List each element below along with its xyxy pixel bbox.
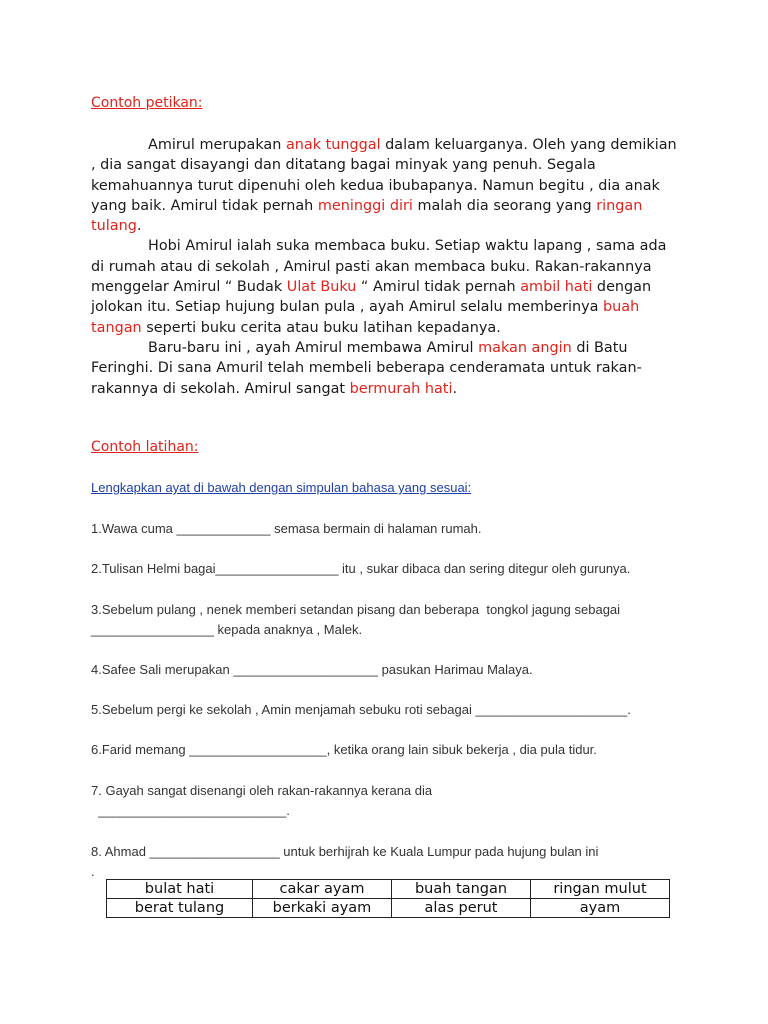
question-4: 4.Safee Sali merupakan ____________________ pasukan Harimau Malaya. [91, 662, 533, 677]
question-6: 6.Farid memang ___________________, ketika orang lain sibuk bekerja , dia pula tidur. [91, 742, 597, 757]
passage-paragraph-2 [91, 236, 681, 337]
passage-text: dalam keluarganya. Oleh yang demikian , dia sangat disayangi dan ditatang bagai minyak yang penuh. Segala kemahuannya turut dipenuhi oleh kedua ibubapanya. Namun begitu , dia anak yang baik. Amirul tidak pernah [91, 137, 677, 214]
highlighted-idiom: ringan tulang [91, 197, 643, 235]
passage-text: . [452, 380, 458, 397]
table-cell: berkaki ayam [253, 899, 392, 918]
question-8: 8. Ahmad __________________ untuk berhijrah ke Kuala Lumpur pada hujung bulan ini . [91, 844, 599, 879]
passage-text: Amirul merupakan [148, 137, 286, 153]
table-cell: alas perut [392, 899, 531, 918]
heading-example-passage: Contoh petikan: [91, 95, 203, 111]
table-cell: ayam [531, 899, 670, 918]
exercise-instruction: Lengkapkan ayat di bawah dengan simpulan bahasa yang sesuai: [91, 480, 472, 495]
table-cell: cakar ayam [253, 880, 392, 899]
question-3: 3.Sebelum pulang , nenek memberi setandan pisang dan beberapa tongkol jagung sebagai _________________ kepada anaknya , Malek. [91, 602, 621, 637]
question-7: 7. Gayah sangat disenangi oleh rakan-rakannya kerana dia __________________________. [91, 783, 433, 818]
passage [91, 135, 681, 399]
table-cell: ringan mulut [531, 880, 670, 899]
passage-text: di Batu Feringhi. Di sana Amuril telah membeli beberapa cenderamata untuk rakan-rakannya di sekolah. Amirul sangat [91, 339, 642, 397]
passage-text: “ Amirul tidak pernah [356, 279, 521, 296]
passage-text: malah dia seorang yang [412, 197, 597, 214]
passage-text: . [136, 218, 142, 235]
passage-text: Baru-baru ini , ayah Amirul membawa Amirul [148, 339, 479, 356]
highlighted-idiom: makan angin [478, 339, 572, 356]
table-row [107, 880, 670, 899]
question-1: 1.Wawa cuma _____________ semasa bermain di halaman rumah. [91, 521, 482, 536]
passage-text: dengan jolokan itu. Setiap hujung bulan pula , ayah Amirul selalu memberinya [91, 279, 652, 316]
highlighted-idiom: meninggi diri [317, 197, 413, 214]
passage-text: seperti buku cerita atau buku latihan kepadanya. [141, 319, 501, 336]
table-row [107, 899, 670, 918]
heading-example-exercise: Contoh latihan: [91, 439, 199, 455]
highlighted-idiom: Ulat Buku [286, 279, 357, 296]
question-5: 5.Sebelum pergi ke sekolah , Amin menjamah sebuku roti sebagai _____________________. [91, 702, 631, 717]
highlighted-idiom: anak tunggal [285, 137, 381, 153]
table-cell: bulat hati [107, 880, 253, 899]
highlighted-idiom: ambil hati [520, 279, 593, 296]
passage-text: Hobi Amirul ialah suka membaca buku. Setiap waktu lapang , sama ada di rumah atau di sekolah , Amirul pasti akan membaca buku. Rakan-rakannya menggelar Amirul “ Budak [91, 238, 667, 296]
idiom-choices-table [106, 879, 670, 918]
passage-paragraph-1 [91, 135, 681, 236]
question-2: 2.Tulisan Helmi bagai_________________ itu , sukar dibaca dan sering ditegur oleh gurunya. [91, 561, 631, 576]
passage-paragraph-3 [91, 338, 681, 399]
table-cell: buah tangan [392, 880, 531, 899]
highlighted-idiom: buah tangan [91, 299, 640, 336]
highlighted-idiom: bermurah hati [349, 380, 453, 397]
table-cell: berat tulang [107, 899, 253, 918]
